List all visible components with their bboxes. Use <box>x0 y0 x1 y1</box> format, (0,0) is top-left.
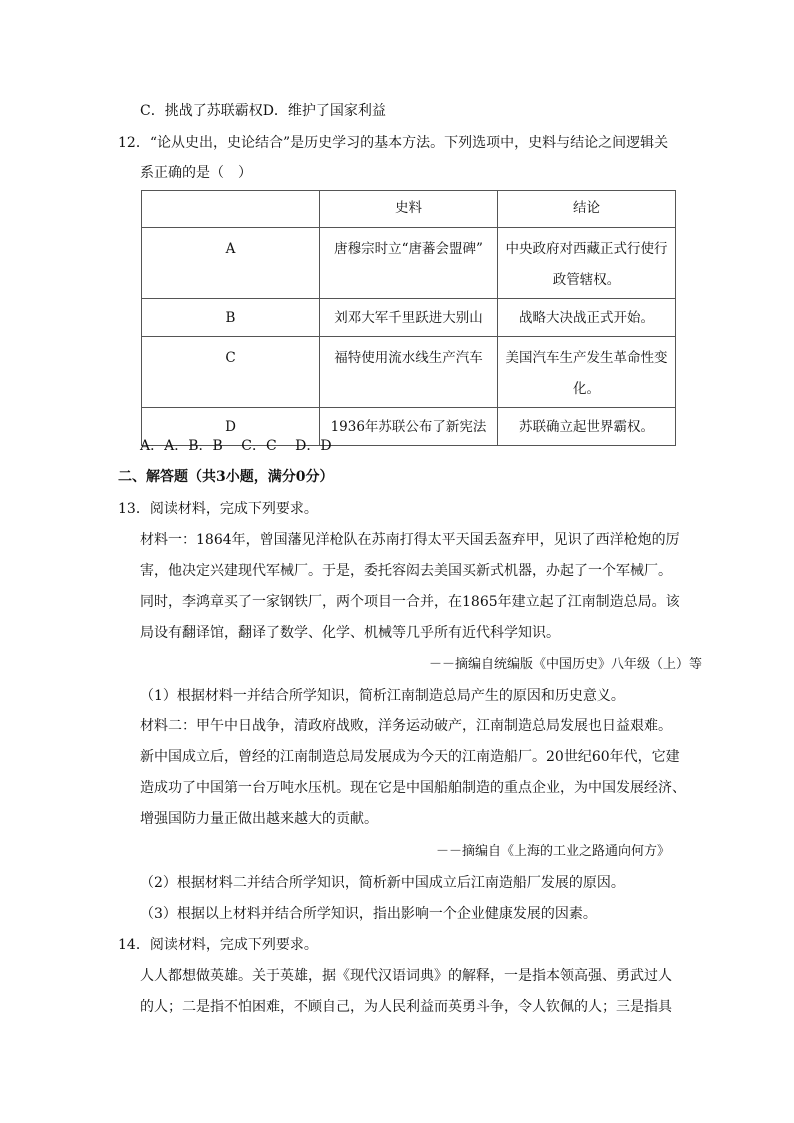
row-label: D <box>142 408 320 446</box>
q13-material2-line: 新中国成立后，曾经的江南制造总局发展成为今天的江南造船厂。20世纪60年代，它建 <box>140 749 680 765</box>
conclusion-line1: 中央政府对西藏正式行使行 <box>505 241 668 257</box>
table-header-source: 史料 <box>320 191 498 228</box>
q14-material-line: 人人都想做英雄。关于英雄，据《现代汉语词典》的解释，一是指本领高强、勇武过人 <box>140 968 672 984</box>
q13-material1-line: 害，他决定兴建现代军械厂。于是，委托容闳去美国买新式机器，办起了一个军械厂。 <box>140 563 672 579</box>
q11-option-cd: C．挑战了苏联霸权D．维护了国家利益 <box>140 103 386 119</box>
q13-material2-source: －－摘编自《上海的工业之路通向何方》 <box>435 844 670 859</box>
row-source: 1936年苏联公布了新宪法 <box>320 408 498 446</box>
conclusion-line1: 战略大决战正式开始。 <box>519 310 654 326</box>
table-header-conclusion: 结论 <box>498 191 676 228</box>
conclusion-line1: 苏联确立起世界霸权。 <box>519 419 654 435</box>
conclusion-line2: 化。 <box>573 381 600 397</box>
row-conclusion <box>498 299 676 337</box>
table-row <box>142 228 676 299</box>
q13-material2-line: 增强国防力量正做出越来越大的贡献。 <box>140 811 378 827</box>
q13-material2-line: 造成功了中国第一台万吨水压机。现在它是中国船舶制造的重点企业，为中国发展经济、 <box>140 780 686 796</box>
q13-material1-source: －－摘编自统编版《中国历史》八年级（上）等 <box>428 657 702 672</box>
q13-sub1: （1）根据材料一并结合所学知识，简析江南制造总局产生的原因和历史意义。 <box>140 688 625 704</box>
row-label: B <box>142 299 320 337</box>
table-row <box>142 299 676 337</box>
row-label: A <box>142 228 320 299</box>
table-header-empty <box>142 191 320 228</box>
conclusion-line2: 政管辖权。 <box>552 272 621 288</box>
row-source: 刘邓大军千里跃进大别山 <box>320 299 498 337</box>
q12-options: A．A．B．B C．C D．D <box>140 438 332 454</box>
conclusion-line1: 美国汽车生产发生革命性变 <box>505 350 668 366</box>
row-conclusion <box>498 337 676 408</box>
table-row <box>142 337 676 408</box>
q13-sub3: （3）根据以上材料并结合所学知识，指出影响一个企业健康发展的因素。 <box>140 906 597 922</box>
q13-sub2: （2）根据材料二并结合所学知识，简析新中国成立后江南造船厂发展的原因。 <box>140 875 625 891</box>
q12-stem-line1: 12．“论从史出，史论结合”是历史学习的基本方法。下列选项中，史料与结论之间逻辑关 <box>118 135 669 151</box>
row-source: 福特使用流水线生产汽车 <box>320 337 498 408</box>
row-label: C <box>142 337 320 408</box>
q14-stem: 14．阅读材料，完成下列要求。 <box>118 937 318 953</box>
table-header-row <box>142 191 676 228</box>
section-heading: 二、解答题（共3小题，满分0分） <box>118 469 334 485</box>
row-conclusion <box>498 228 676 299</box>
q13-material2-line: 材料二：甲午中日战争，清政府战败，洋务运动破产，江南制造总局发展也日益艰难。 <box>140 718 672 734</box>
q13-material1-line: 同时，李鸿章买了一家钢铁厂，两个项目一合并，在1865年建立起了江南制造总局。该 <box>140 594 680 610</box>
row-source: 唐穆宗时立“唐蕃会盟碑” <box>320 228 498 299</box>
row-conclusion <box>498 408 676 446</box>
q12-table <box>141 190 676 446</box>
q13-stem: 13．阅读材料，完成下列要求。 <box>118 501 318 517</box>
q13-material1-line: 局设有翻译馆，翻译了数学、化学、机械等几乎所有近代科学知识。 <box>140 625 560 641</box>
q12-stem-line2: 系正确的是（ ） <box>140 165 252 181</box>
q14-material-line: 的人；二是指不怕困难，不顾自己，为人民利益而英勇斗争，令人钦佩的人；三是指具 <box>140 999 672 1015</box>
q13-material1-line: 材料一：1864年，曾国藩见洋枪队在苏南打得太平天国丢盔弃甲，见识了西洋枪炮的厉 <box>140 532 680 548</box>
